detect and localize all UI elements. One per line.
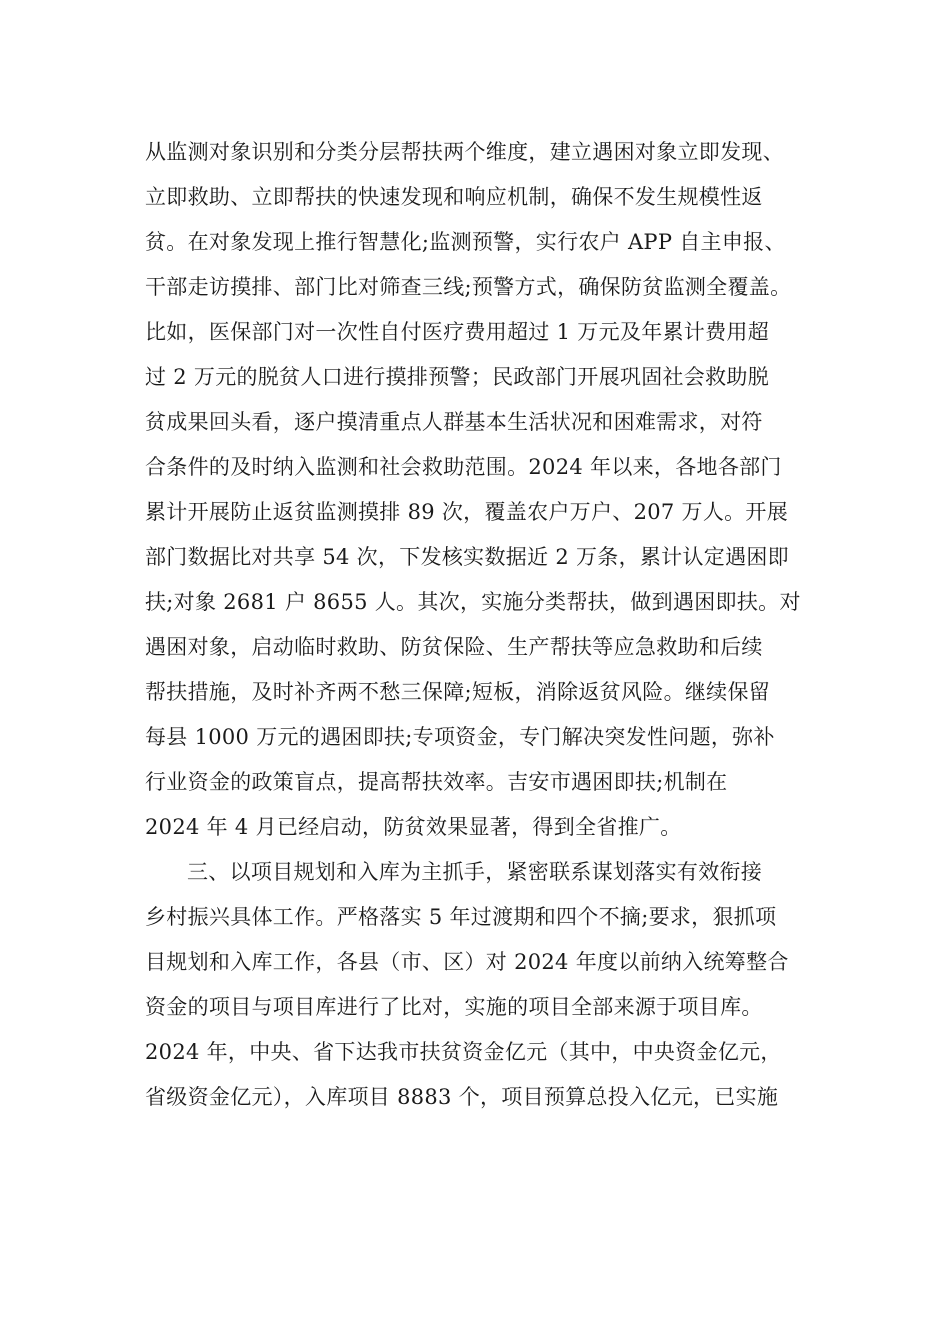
text-line: 每县 1000 万元的遇困即扶;专项资金，专门解决突发性问题，弥补: [145, 725, 775, 749]
text-line: 省级资金亿元），入库项目 8883 个，项目预算总投入亿元，已实施: [145, 1085, 779, 1109]
text-line: 过 2 万元的脱贫人口进行摸排预警；民政部门开展巩固社会救助脱: [145, 365, 770, 389]
text-line: 2024 年 4 月已经启动，防贫效果显著，得到全省推广。: [145, 815, 682, 839]
text-line: 部门数据比对共享 54 次，下发核实数据近 2 万条，累计认定遇困即: [145, 545, 789, 569]
text-line: 2024 年，中央、省下达我市扶贫资金亿元（其中，中央资金亿元，: [145, 1040, 782, 1064]
text-line: 资金的项目与项目库进行了比对，实施的项目全部来源于项目库。: [145, 995, 763, 1019]
text-line: 立即救助、立即帮扶的快速发现和响应机制，确保不发生规模性返: [145, 185, 763, 209]
text-line: 扶;对象 2681 户 8655 人。其次，实施分类帮扶，做到遇困即扶。对: [145, 590, 801, 614]
text-line: 合条件的及时纳入监测和社会救助范围。2024 年以来，各地各部门: [145, 455, 782, 479]
body-text: [145, 130, 825, 1120]
text-line: 比如，医保部门对一次性自付医疗费用超过 1 万元及年累计费用超: [145, 320, 770, 344]
text-line: 从监测对象识别和分类分层帮扶两个维度，建立遇困对象立即发现、: [145, 140, 784, 164]
text-line: 行业资金的政策盲点，提高帮扶效率。吉安市遇困即扶;机制在: [145, 770, 728, 794]
text-line: 目规划和入库工作，各县（市、区）对 2024 年度以前纳入统筹整合: [145, 950, 789, 974]
text-line: 遇困对象，启动临时救助、防贫保险、生产帮扶等应急救助和后续: [145, 635, 763, 659]
text-line: 贫。在对象发现上推行智慧化;监测预警，实行农户 APP 自主申报、: [145, 230, 786, 254]
text-line: 干部走访摸排、部门比对筛查三线;预警方式，确保防贫监测全覆盖。: [145, 275, 792, 299]
text-line: 累计开展防止返贫监测摸排 89 次，覆盖农户万户、207 万人。开展: [145, 500, 789, 524]
text-line: 乡村振兴具体工作。严格落实 5 年过渡期和四个不摘;要求，狠抓项: [145, 905, 777, 929]
text-line: 帮扶措施，及时补齐两不愁三保障;短板，消除返贫风险。继续保留: [145, 680, 771, 704]
text-line: 贫成果回头看，逐户摸清重点人群基本生活状况和困难需求，对符: [145, 410, 763, 434]
paragraph-start-line: 三、以项目规划和入库为主抓手，紧密联系谋划落实有效衔接: [187, 860, 763, 884]
